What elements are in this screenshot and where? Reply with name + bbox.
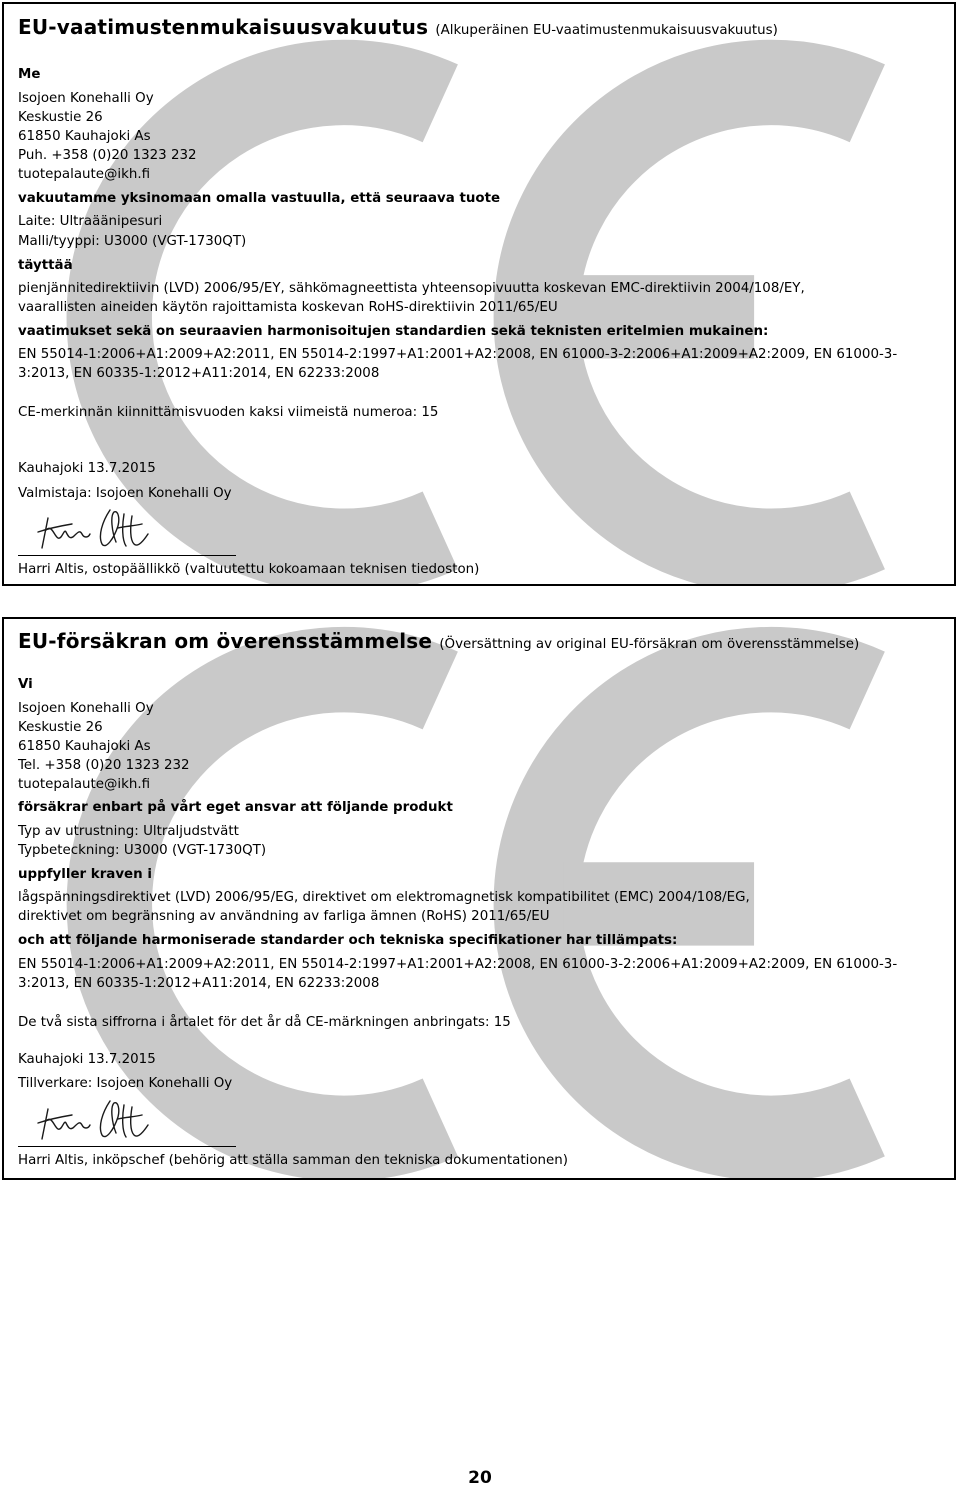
declaration-title: EU-försäkran om överensstämmelse (Översättning av original EU-försäkran om överensstämmelse) xyxy=(18,629,860,653)
standards-heading: vaatimukset sekä on seuraavien harmonisoitujen standardien sekä teknisten eritelmien mukainen: xyxy=(18,324,769,339)
fulfils-label: täyttää xyxy=(18,258,73,273)
signature-line xyxy=(18,555,236,556)
directives-line-2: vaarallisten aineiden käytön rajoittamista koskevan RoHS-direktiivin 2011/65/EU xyxy=(18,300,558,315)
company-name: Isojoen Konehalli Oy xyxy=(18,701,154,716)
phone-number: Puh. +358 (0)20 1323 232 xyxy=(18,148,197,163)
model-type: Malli/tyyppi: U3000 (VGT-1730QT) xyxy=(18,234,247,249)
handwritten-signature-icon xyxy=(32,1093,172,1145)
place-and-date: Kauhajoki 13.7.2015 xyxy=(18,461,156,476)
declaration-subtitle: (Alkuperäinen EU-vaatimustenmukaisuusvakuutus) xyxy=(435,23,778,38)
email-address: tuotepalaute@ikh.fi xyxy=(18,167,151,182)
standards-line-2: 3:2013, EN 60335-1:2012+A11:2014, EN 62233:2008 xyxy=(18,976,380,991)
we-label: Vi xyxy=(18,677,33,692)
signatory-name: Harri Altis, inköpschef (behörig att ställa samman den tekniska dokumentationen) xyxy=(18,1153,568,1168)
standards-line-1: EN 55014-1:2006+A1:2009+A2:2011, EN 55014-2:1997+A1:2001+A2:2008, EN 61000-3-2:2006+A1:2009+A2:2009, EN 61000-3- xyxy=(18,957,898,972)
company-name: Isojoen Konehalli Oy xyxy=(18,91,154,106)
signatory-name: Harri Altis, ostopäällikkö (valtuutettu kokoamaan teknisen tiedoston) xyxy=(18,562,480,577)
signature-line xyxy=(18,1146,236,1147)
declaration-statement: försäkrar enbart på vårt eget ansvar att följande produkt xyxy=(18,800,453,815)
declaration-swedish xyxy=(2,617,956,1180)
manufacturer: Tillverkare: Isojoen Konehalli Oy xyxy=(18,1076,233,1091)
city-address: 61850 Kauhajoki As xyxy=(18,739,151,754)
declaration-subtitle: (Översättning av original EU-försäkran om överensstämmelse) xyxy=(439,637,860,652)
declaration-statement: vakuutamme yksinomaan omalla vastuulla, että seuraava tuote xyxy=(18,191,501,206)
directives-line-1: lågspänningsdirektivet (LVD) 2006/95/EG, direktivet om elektromagnetisk kompatibilitet (EMC) 2004/108/EG, xyxy=(18,890,750,905)
ce-year-statement: CE-merkinnän kiinnittämisvuoden kaksi viimeistä numeroa: 15 xyxy=(18,405,439,420)
handwritten-signature-icon xyxy=(32,502,172,554)
standards-heading: och att följande harmoniserade standarder och tekniska specifikationer har tillämpats: xyxy=(18,933,678,948)
phone-number: Tel. +358 (0)20 1323 232 xyxy=(18,758,190,773)
email-address: tuotepalaute@ikh.fi xyxy=(18,777,151,792)
directives-line-1: pienjännitedirektiivin (LVD) 2006/95/EY, sähkömagneettista yhteensopivuutta koskevan EMC-direktiivin 2004/108/EY, xyxy=(18,281,805,296)
model-type: Typbeteckning: U3000 (VGT-1730QT) xyxy=(18,843,267,858)
device-name: Typ av utrustning: Ultraljudstvätt xyxy=(18,824,239,839)
fulfils-label: uppfyller kraven i xyxy=(18,867,152,882)
declaration-title: EU-vaatimustenmukaisuusvakuutus (Alkuperäinen EU-vaatimustenmukaisuusvakuutus) xyxy=(18,15,778,39)
page-number: 20 xyxy=(468,1468,492,1488)
ce-year-statement: De två sista siffrorna i årtalet för det år då CE-märkningen anbringats: 15 xyxy=(18,1015,511,1030)
declaration-finnish xyxy=(2,2,956,586)
city-address: 61850 Kauhajoki As xyxy=(18,129,151,144)
place-and-date: Kauhajoki 13.7.2015 xyxy=(18,1052,156,1067)
manufacturer: Valmistaja: Isojoen Konehalli Oy xyxy=(18,486,232,501)
we-label: Me xyxy=(18,67,41,82)
directives-line-2: direktivet om begränsning av användning av farliga ämnen (RoHS) 2011/65/EU xyxy=(18,909,550,924)
street-address: Keskustie 26 xyxy=(18,720,103,735)
device-name: Laite: Ultraäänipesuri xyxy=(18,214,163,229)
street-address: Keskustie 26 xyxy=(18,110,103,125)
standards-line-1: EN 55014-1:2006+A1:2009+A2:2011, EN 55014-2:1997+A1:2001+A2:2008, EN 61000-3-2:2006+A1:2009+A2:2009, EN 61000-3- xyxy=(18,347,898,362)
standards-line-2: 3:2013, EN 60335-1:2012+A11:2014, EN 62233:2008 xyxy=(18,366,380,381)
